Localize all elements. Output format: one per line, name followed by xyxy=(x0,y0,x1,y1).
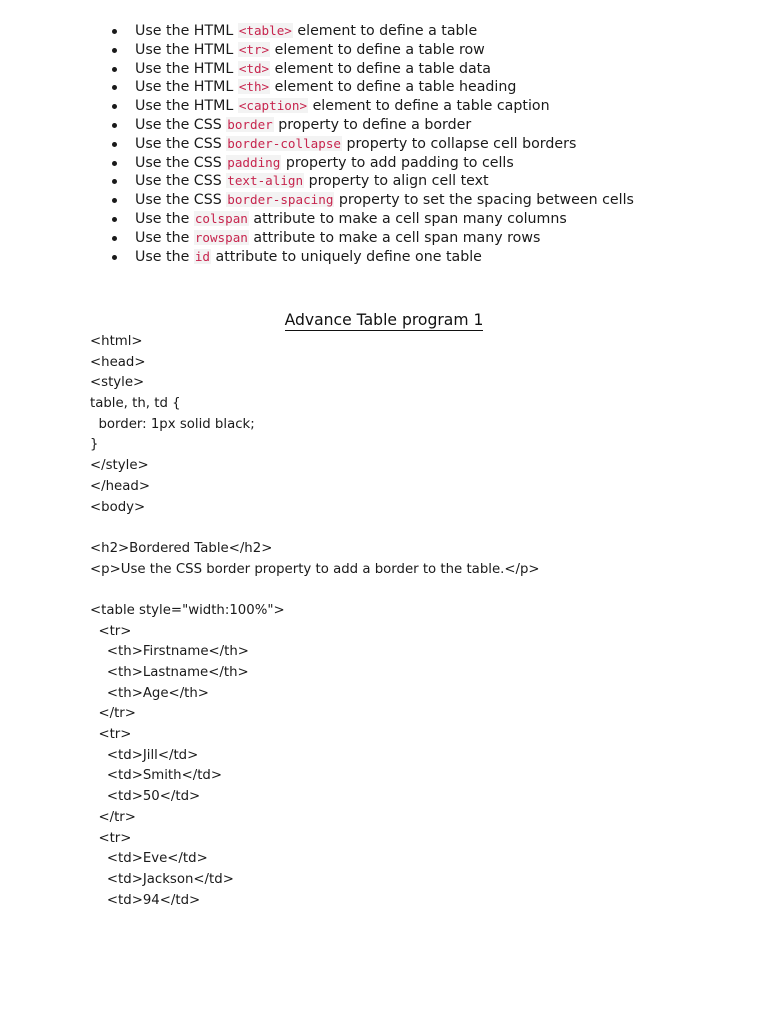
code-line: <style> xyxy=(90,375,145,391)
bullet-code: <tr> xyxy=(238,41,270,57)
bullet-text: Use the HTML xyxy=(135,98,238,115)
bullet-item xyxy=(112,22,634,41)
bullet-code: text-align xyxy=(227,173,304,189)
bullet-text: property to define a border xyxy=(273,116,472,133)
code-line: <tr> xyxy=(90,623,132,639)
code-line: <th>Lastname</th> xyxy=(90,665,249,680)
code-line: <tr> xyxy=(90,830,132,846)
bullet-dot-icon xyxy=(112,142,117,147)
bullet-code: rowspan xyxy=(194,229,248,245)
bullet-text: Use the CSS xyxy=(135,116,227,133)
bullet-text: attribute to make a cell span many columns xyxy=(248,210,567,227)
code-line: <td>Smith</td> xyxy=(90,768,222,784)
bullet-item xyxy=(112,191,634,210)
bullet-text: Use the CSS xyxy=(135,173,227,190)
code-line: </style> xyxy=(90,458,149,474)
code-line: <body> xyxy=(90,499,146,515)
bullet-text: attribute to uniquely define one table xyxy=(210,248,482,265)
code-line: </tr> xyxy=(90,706,136,722)
bullet-dot-icon xyxy=(112,48,117,53)
bullet-text: attribute to make a cell span many rows xyxy=(248,229,541,246)
code-line: <td>Jackson</td> xyxy=(90,871,234,887)
bullet-text: property to add padding to cells xyxy=(281,154,514,171)
bullet-code: padding xyxy=(227,154,281,170)
bullet-dot-icon xyxy=(112,29,117,34)
section-title-text: Advance Table program 1 xyxy=(284,311,484,329)
bullet-code: border-collapse xyxy=(227,135,341,151)
bullet-item xyxy=(112,60,634,79)
bullet-item xyxy=(112,97,634,116)
bullet-code: <td> xyxy=(238,60,270,76)
bullet-text: element to define a table row xyxy=(270,41,485,58)
section-title xyxy=(0,309,768,331)
bullet-text: property to set the spacing between cells xyxy=(334,192,634,209)
bullet-text: Use the xyxy=(135,248,194,265)
bullet-dot-icon xyxy=(112,67,117,72)
bullet-dot-icon xyxy=(112,179,117,184)
bullet-text: element to define a table heading xyxy=(270,79,517,96)
code-line: border: 1px solid black; xyxy=(90,416,255,432)
bullet-text: element to define a table xyxy=(292,23,478,39)
code-line: } xyxy=(90,437,99,453)
bullet-dot-icon xyxy=(112,198,117,203)
code-line: <html> xyxy=(90,334,143,349)
code-line: <td>50</td> xyxy=(90,789,201,805)
bullet-code: border-spacing xyxy=(227,192,334,208)
bullet-item xyxy=(112,248,634,267)
bullet-item xyxy=(112,78,634,97)
code-line: <head> xyxy=(90,354,146,370)
code-line: <td>Eve</td> xyxy=(90,851,208,867)
bullet-text: Use the CSS xyxy=(135,135,227,152)
bullet-item xyxy=(112,172,634,191)
bullet-code: <table> xyxy=(238,23,292,38)
bullet-text: Use the HTML xyxy=(135,79,238,96)
bullet-item xyxy=(112,41,634,60)
code-line: <td>94</td> xyxy=(90,892,201,908)
summary-bullet-list xyxy=(112,22,634,266)
bullet-dot-icon xyxy=(112,85,117,90)
bullet-text: property to align cell text xyxy=(304,173,489,190)
bullet-item xyxy=(112,135,634,154)
code-line: <tr> xyxy=(90,727,132,743)
bullet-code: colspan xyxy=(194,210,248,226)
bullet-code: <th> xyxy=(238,79,270,95)
bullet-dot-icon xyxy=(112,217,117,222)
code-line: <th>Age</th> xyxy=(90,685,209,701)
code-line: </head> xyxy=(90,478,150,494)
bullet-item xyxy=(112,116,634,135)
bullet-item xyxy=(112,154,634,173)
bullet-text: element to define a table data xyxy=(270,60,491,77)
bullet-code: border xyxy=(227,116,273,132)
code-line: table, th, td { xyxy=(90,396,181,412)
bullet-text: Use the HTML xyxy=(135,23,238,39)
code-listing xyxy=(90,332,540,911)
code-line xyxy=(90,518,540,539)
bullet-dot-icon xyxy=(112,236,117,241)
code-line: <p>Use the CSS border property to add a border to the table.</p> xyxy=(90,561,540,577)
bullet-text: Use the HTML xyxy=(135,60,238,77)
bullet-text: Use the HTML xyxy=(135,41,238,58)
code-line: <th>Firstname</th> xyxy=(90,644,249,660)
code-line: <h2>Bordered Table</h2> xyxy=(90,540,273,556)
bullet-dot-icon xyxy=(112,255,117,260)
bullet-text: Use the xyxy=(135,210,194,227)
code-line: <table style="width:100%"> xyxy=(90,602,285,618)
bullet-item xyxy=(112,210,634,229)
bullet-text: Use the xyxy=(135,229,194,246)
code-line: </tr> xyxy=(90,809,136,825)
bullet-code: id xyxy=(194,248,210,264)
bullet-dot-icon xyxy=(112,161,117,166)
bullet-code: <caption> xyxy=(238,98,308,114)
bullet-dot-icon xyxy=(112,104,117,109)
bullet-dot-icon xyxy=(112,123,117,128)
bullet-text: property to collapse cell borders xyxy=(341,135,577,152)
bullet-text: Use the CSS xyxy=(135,154,227,171)
bullet-text: element to define a table caption xyxy=(308,98,550,115)
code-line: <td>Jill</td> xyxy=(90,747,199,763)
bullet-item xyxy=(112,229,634,248)
code-line xyxy=(90,580,540,601)
bullet-text: Use the CSS xyxy=(135,192,227,209)
